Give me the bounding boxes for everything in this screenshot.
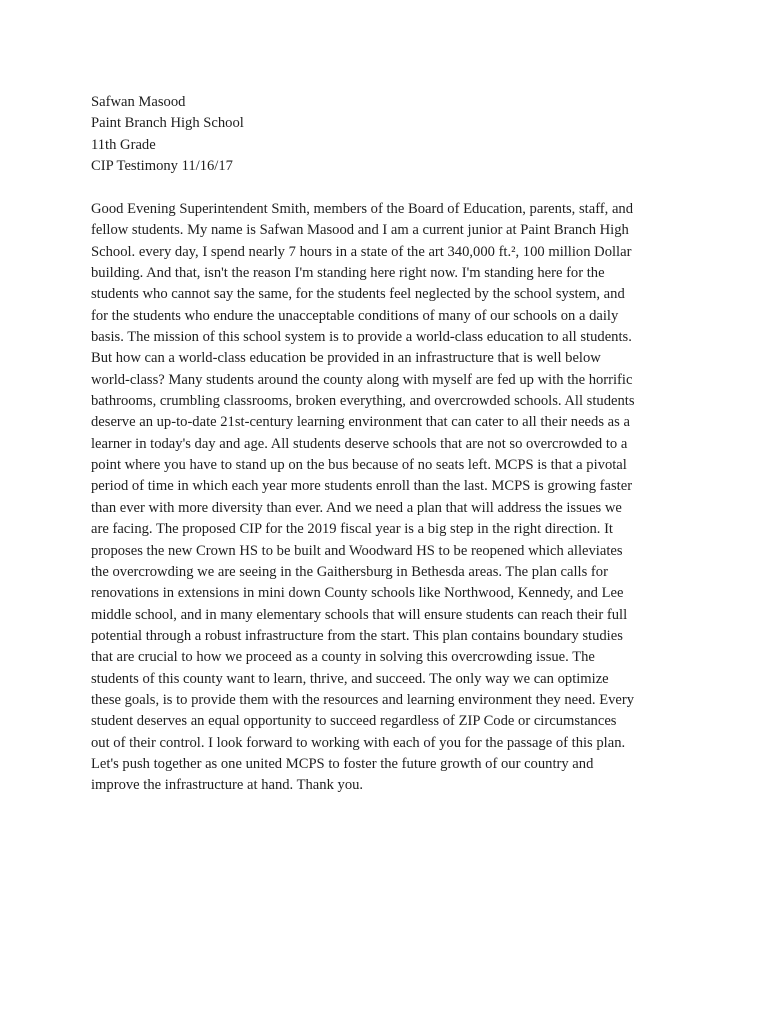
grade-level: 11th Grade [91, 136, 156, 153]
body-line: middle school, and in many elementary schools that will ensure students can reach their full [91, 606, 628, 623]
body-line: the overcrowding we are seeing in the Gaithersburg in Bethesda areas. The plan calls for [91, 563, 608, 580]
body-line: out of their control. I look forward to working with each of you for the passage of this plan. [91, 734, 626, 751]
document-title: CIP Testimony 11/16/17 [91, 158, 233, 175]
body-line: basis. The mission of this school system is to provide a world-class education to all students. [91, 329, 632, 346]
body-line: that are crucial to how we proceed as a county in solving this overcrowding issue. The [91, 649, 595, 666]
body-line: Let's push together as one united MCPS to foster the future growth of our country and [91, 755, 594, 772]
body-line: proposes the new Crown HS to be built and Woodward HS to be reopened which alleviates [91, 542, 623, 559]
body-line: world-class? Many students around the county along with myself are fed up with the horrific [91, 371, 633, 388]
body-line: for the students who endure the unacceptable conditions of many of our schools on a daily [91, 307, 619, 324]
body-line: are facing. The proposed CIP for the 2019 fiscal year is a big step in the right direction. It [91, 521, 613, 538]
body-line: students who cannot say the same, for the students feel neglected by the school system, and [91, 286, 625, 303]
body-line: School. every day, I spend nearly 7 hours in a state of the art 340,000 ft.², 100 million Dollar [91, 243, 632, 260]
body-line: potential through a robust infrastructure from the start. This plan contains boundary studies [91, 627, 623, 644]
testimony-body [91, 199, 691, 797]
body-line: building. And that, isn't the reason I'm standing here right now. I'm standing here for the [91, 265, 605, 282]
body-line: improve the infrastructure at hand. Thank you. [91, 777, 364, 794]
body-line: renovations in extensions in mini down County schools like Northwood, Kennedy, and Lee [91, 585, 624, 602]
body-line: Good Evening Superintendent Smith, members of the Board of Education, parents, staff, and [91, 201, 634, 217]
body-line: bathrooms, crumbling classrooms, broken everything, and overcrowded schools. All students [91, 393, 635, 410]
body-line: than ever with more diversity than ever. And we need a plan that will address the issues we [91, 499, 622, 516]
document-header [91, 92, 691, 178]
author-name: Safwan Masood [91, 94, 186, 110]
body-line: students of this county want to learn, thrive, and succeed. The only way we can optimize [91, 670, 609, 687]
body-line: student deserves an equal opportunity to succeed regardless of ZIP Code or circumstances [91, 713, 617, 730]
body-line: learner in today's day and age. All students deserve schools that are not so overcrowded to a [91, 435, 628, 452]
body-line: fellow students. My name is Safwan Masood and I am a current junior at Paint Branch High [91, 222, 629, 239]
body-line: period of time in which each year more students enroll than the last. MCPS is growing faster [91, 478, 633, 495]
body-line: these goals, is to provide them with the resources and learning environment they need. Every [91, 691, 635, 708]
body-line: deserve an up-to-date 21st-century learning environment that can cater to all their needs as a [91, 414, 630, 431]
school-name: Paint Branch High School [91, 115, 244, 132]
body-line: But how can a world-class education be provided in an infrastructure that is well below [91, 350, 601, 367]
body-line: point where you have to stand up on the bus because of no seats left. MCPS is that a pivotal [91, 457, 627, 474]
